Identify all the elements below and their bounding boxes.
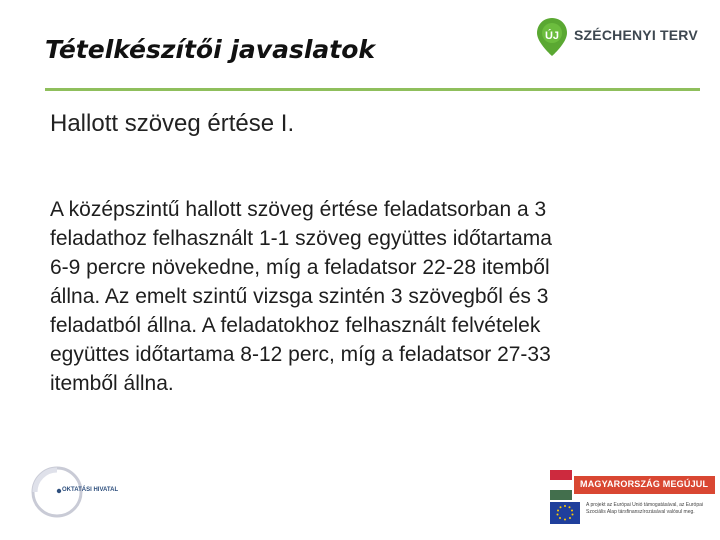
education-office-label: OKTATÁSI HIVATAL [62, 487, 119, 493]
paragraph-line: itemből állna. [50, 372, 174, 395]
title-divider [45, 88, 700, 91]
paragraph-line: A középszintű hallott szöveg értése feladatsorban a 3 [50, 198, 547, 221]
slide-title: Tételkészítői javaslatok [45, 35, 376, 64]
eu-funding-notice [550, 502, 715, 534]
paragraph-line: állna. Az emelt szintű vizsga szintén 3 szövegből és 3 [50, 285, 549, 308]
body-paragraph [50, 195, 710, 398]
hungary-renewal-banner [550, 470, 715, 500]
eu-funding-caption: A projekt az Európai Unió támogatásával, az Európai Szociális Alap társfinanszírozásával valósul meg. [586, 502, 704, 515]
hungarian-flag-icon [550, 470, 572, 500]
paragraph-line: 6-9 percre növekedne, míg a feladatsor 22-28 itemből [50, 256, 550, 279]
banner-label: MAGYARORSZÁG MEGÚJUL [580, 479, 709, 489]
paragraph-line: feladatból állna. A feladatokhoz felhasznált felvételek [50, 314, 541, 337]
brand-mark: ÚJ [544, 30, 560, 42]
brand-logo [535, 17, 715, 57]
section-subtitle: Hallott szöveg értése I. [50, 110, 295, 137]
eu-flag-icon [550, 502, 580, 524]
paragraph-line: együttes időtartama 8-12 perc, míg a feladatsor 27-33 [50, 343, 551, 366]
brand-name: SZÉCHENYI TERV [574, 27, 698, 43]
paragraph-line: feladathoz felhasznált 1-1 szöveg együttes időtartama [50, 227, 552, 250]
